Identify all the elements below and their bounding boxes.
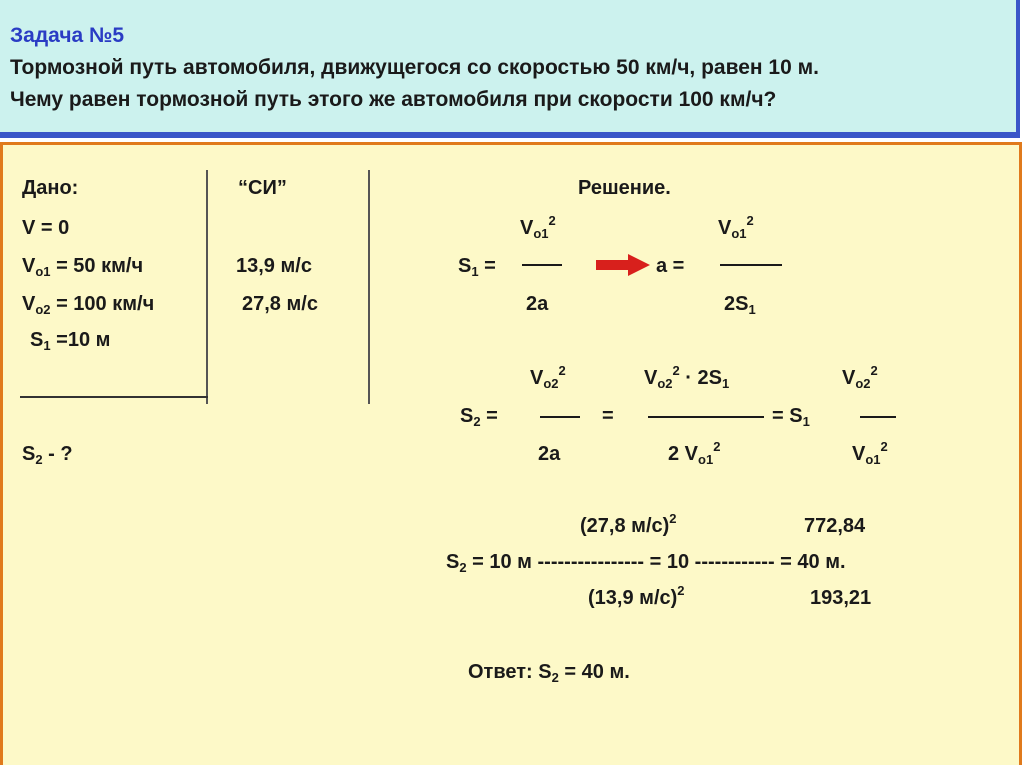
fraction-bar-4 [648, 416, 764, 418]
si-heading: “СИ” [238, 177, 287, 199]
header-divider [0, 132, 1020, 138]
given-heading: Дано: [22, 177, 79, 199]
equals-sign: = [602, 405, 614, 427]
given-v01: $V_{o1} = 50$ км/ч [22, 255, 144, 279]
s2-label: $S_2$ = [460, 405, 498, 429]
den-mid: 2 $V_{o1}^2$ [668, 439, 721, 467]
den-2s1: $2S_1$ [724, 293, 756, 317]
num-v01-sq-2: $V_{o1}^2$ [718, 213, 754, 241]
fraction-bar-2 [720, 264, 782, 266]
num-v02-sq-1: $V_{o2}^2$ [530, 363, 566, 391]
calc-num-1: (27,8 м/с)$^2$ [580, 511, 677, 537]
den-2a-2: 2a [538, 443, 561, 465]
find-s2: $S_2$ - ? [22, 443, 73, 467]
given-v02: $V_{o2} = 100$ км/ч [22, 293, 155, 317]
task-title: Задача №5 [10, 24, 125, 47]
given-underline [20, 396, 208, 398]
right-arrow-icon [596, 254, 650, 276]
answer: Ответ: $S_2 = 40$ м. [468, 661, 630, 685]
fraction-bar-3 [540, 416, 580, 418]
si-v02: 27,8 м/с [242, 293, 318, 315]
calc-num-2: 772,84 [804, 515, 866, 537]
calc-den-2: 193,21 [810, 587, 872, 609]
task-line-1: Тормозной путь автомобиля, движущегося со скоростью 50 км/ч, равен 10 м. [10, 56, 819, 79]
calc-line: $S_2 = 10$ м ---------------- = 10 ------------ = 40 м. [446, 551, 846, 575]
a-label: a = [656, 255, 685, 277]
task-line-2: Чему равен тормозной путь этого же автомобиля при скорости 100 км/ч? [10, 88, 777, 111]
num-v01-sq-1: $V_{o1}^2$ [520, 213, 556, 241]
num-mid: $V_{o2}^2 \cdot 2S_1$ [644, 363, 730, 391]
equals-s1: = $S_1$ [772, 405, 810, 429]
task-header [0, 0, 1020, 132]
calc-den-1: (13,9 м/с)$^2$ [588, 583, 685, 609]
given-s1: $S_1 =10$ м [30, 329, 111, 353]
den-2a-1: 2a [526, 293, 549, 315]
den-v01-sq: $V_{o1}^2$ [852, 439, 888, 467]
fraction-bar-5 [860, 416, 896, 418]
si-v01: 13,9 м/с [236, 255, 312, 277]
s1-label: $S_1$ = [458, 255, 496, 279]
solution-heading: Решение. [578, 177, 671, 199]
given-divider [206, 170, 208, 404]
si-divider [368, 170, 370, 404]
fraction-bar-1 [522, 264, 562, 266]
given-v: V = 0 [22, 217, 70, 239]
num-v02-sq-2: $V_{o2}^2$ [842, 363, 878, 391]
